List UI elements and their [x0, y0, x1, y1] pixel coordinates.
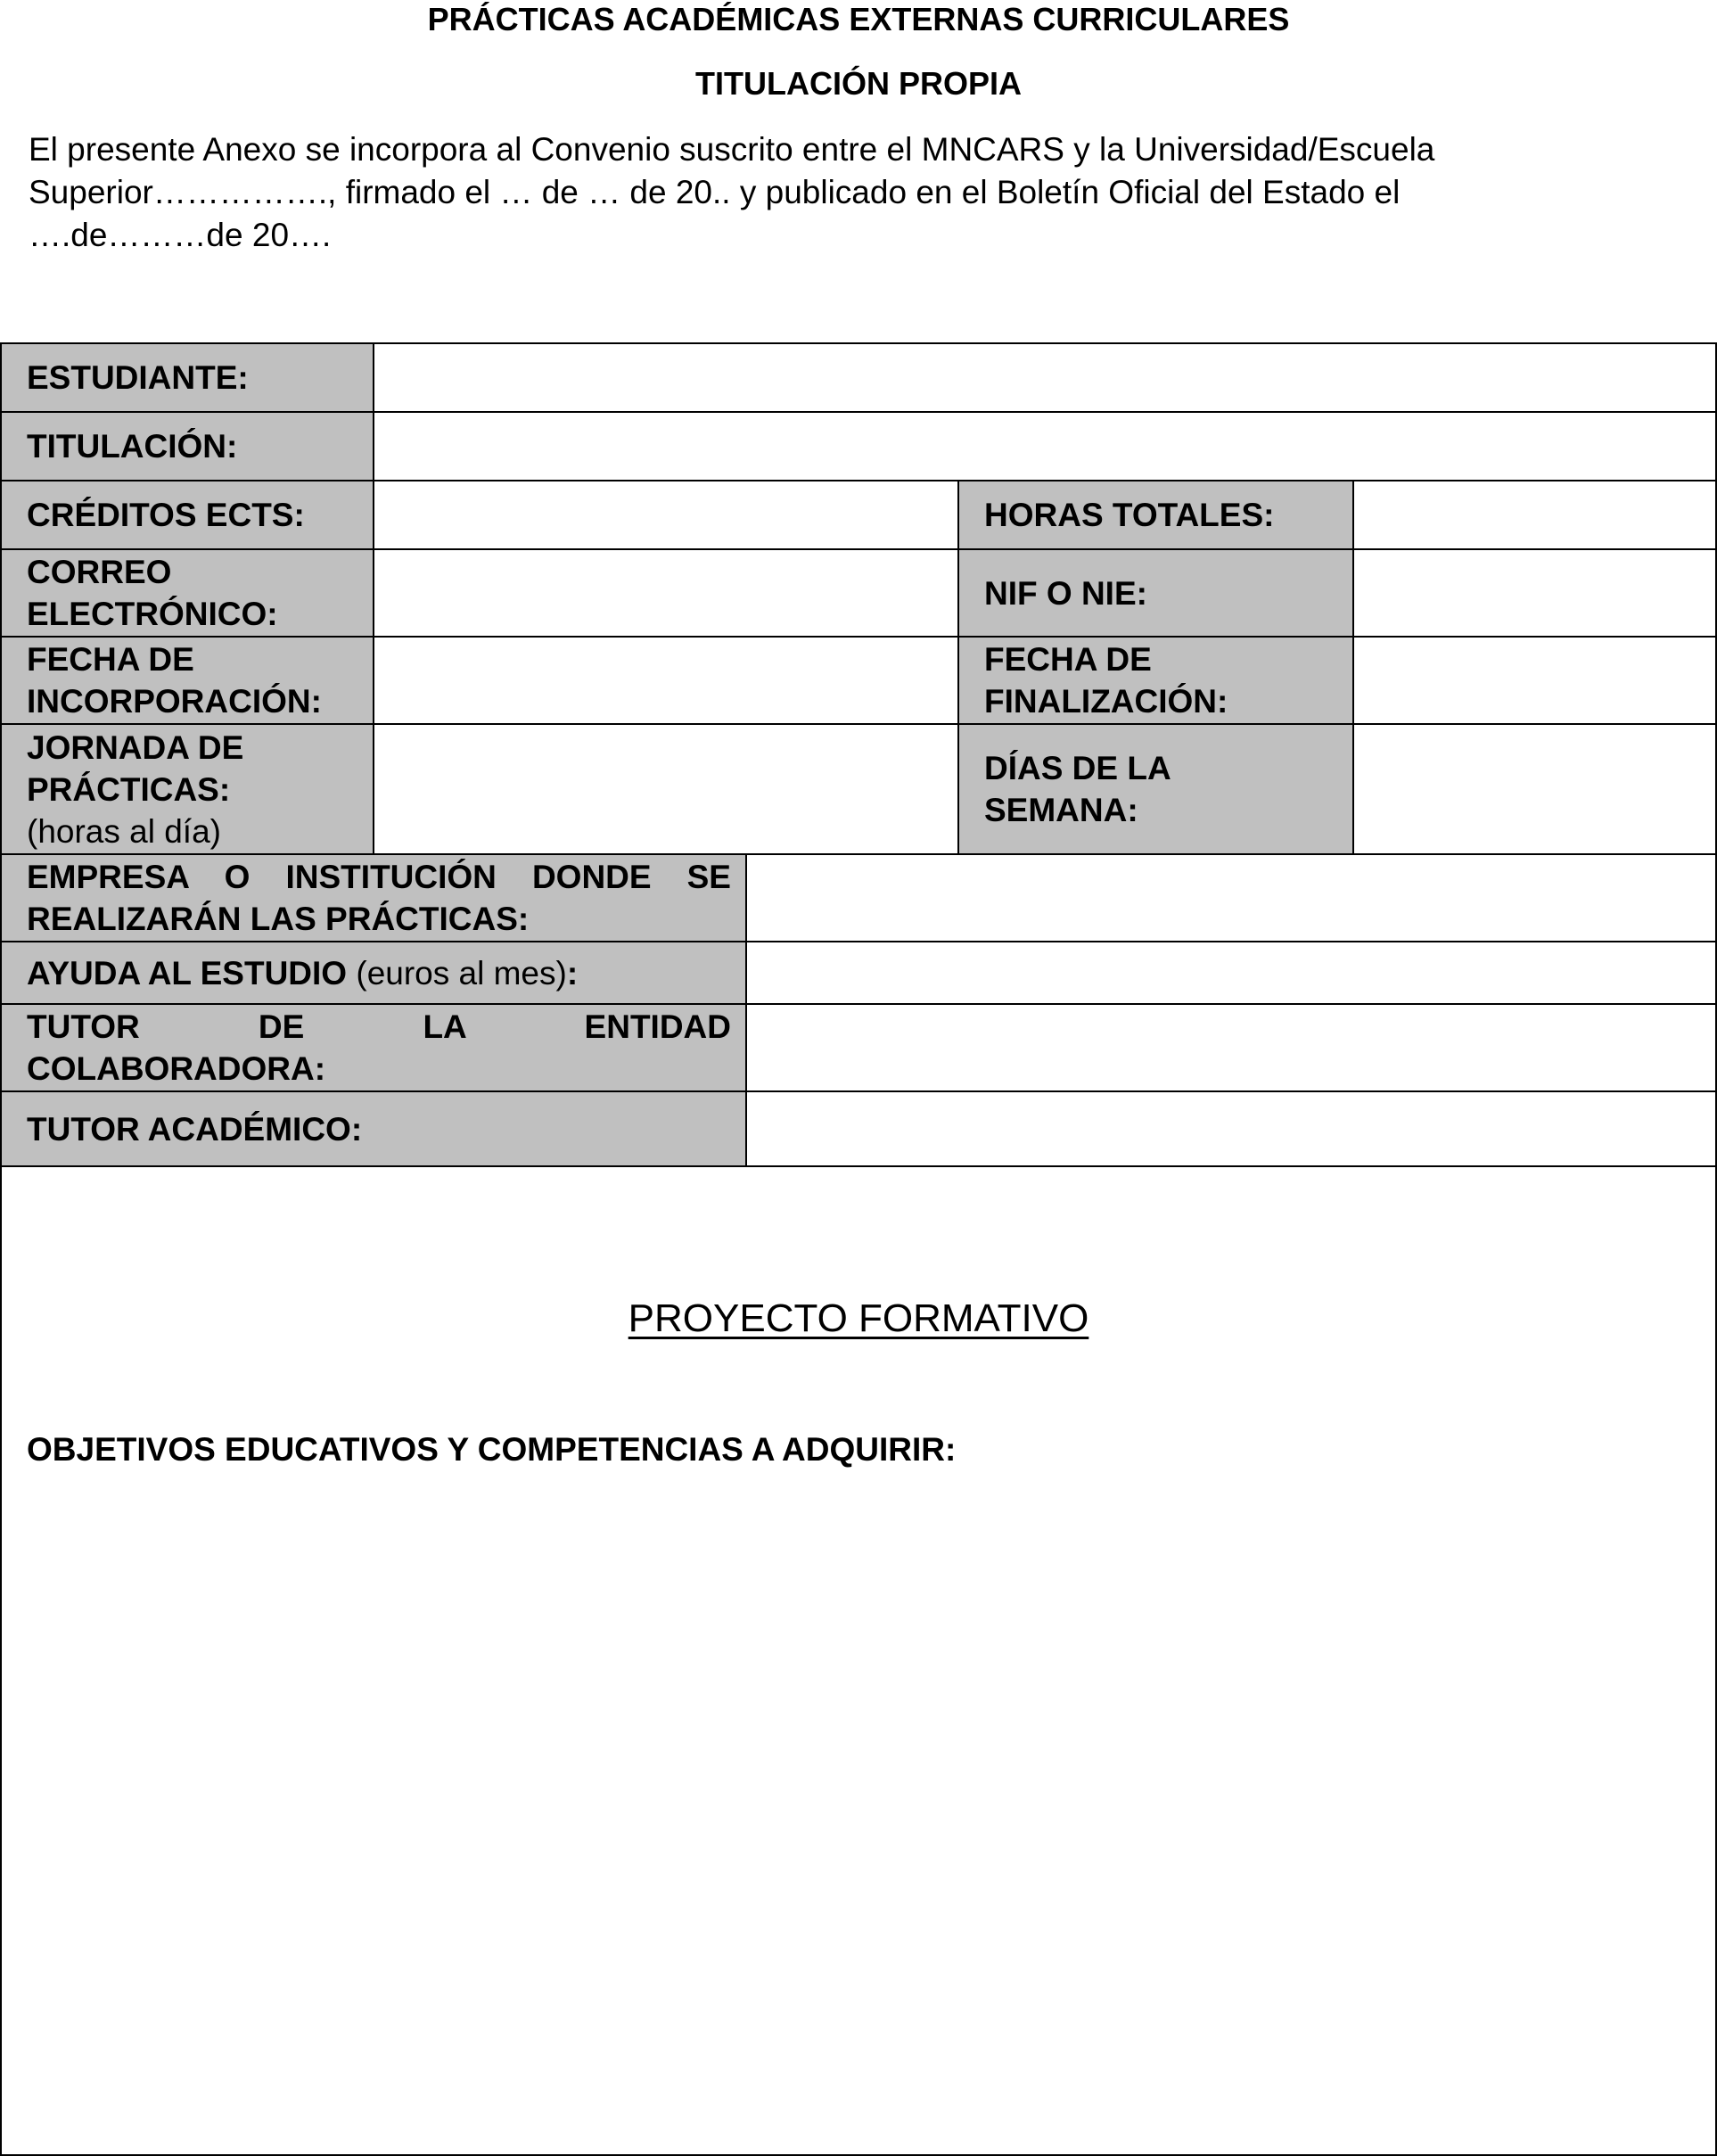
label-ayuda-bold: AYUDA AL ESTUDIO	[27, 954, 348, 992]
label-ayuda-colon: :	[566, 954, 579, 992]
intro-paragraph	[29, 128, 1687, 257]
label-fecha-incorporacion	[0, 636, 373, 723]
label-line: TUTOR DE LA ENTIDAD	[27, 1008, 731, 1045]
proyecto-formativo-title: PROYECTO FORMATIVO	[628, 1296, 1089, 1340]
field-fecha-incorporacion[interactable]	[373, 636, 957, 723]
label-estudiante	[0, 342, 373, 411]
label-titulacion	[0, 411, 373, 480]
field-tutor-entidad[interactable]	[745, 1003, 1717, 1090]
label-line: EMPRESA O INSTITUCIÓN DONDE SE	[27, 859, 731, 895]
field-dias-semana[interactable]	[1352, 723, 1717, 853]
field-tutor-academico[interactable]	[745, 1090, 1717, 1167]
field-horas-totales[interactable]	[1352, 480, 1717, 548]
field-ayuda-estudio[interactable]	[745, 941, 1717, 1003]
label-line: ELECTRÓNICO:	[27, 596, 278, 632]
label-line: FECHA DE	[27, 641, 194, 678]
field-fecha-finalizacion[interactable]	[1352, 636, 1717, 723]
label-tutor-entidad	[0, 1003, 745, 1090]
label-line: COLABORADORA:	[27, 1050, 326, 1087]
label-nif-nie-text: NIF O NIE:	[984, 574, 1147, 612]
label-line: INCORPORACIÓN:	[27, 683, 322, 720]
document-subtitle: TITULACIÓN PROPIA	[695, 65, 1022, 102]
field-empresa-institucion[interactable]	[745, 853, 1717, 941]
label-horas-totales	[957, 480, 1352, 548]
field-creditos-ects[interactable]	[373, 480, 957, 548]
label-correo-electronico	[0, 548, 373, 636]
label-ayuda-estudio-text	[27, 952, 731, 994]
label-fecha-finalizacion	[957, 636, 1352, 723]
label-ayuda-note: (euros al mes)	[356, 954, 567, 992]
label-nif-nie	[957, 548, 1352, 636]
field-nif-nie[interactable]	[1352, 548, 1717, 636]
label-line: PRÁCTICAS:	[27, 770, 231, 808]
label-titulacion-text: TITULACIÓN:	[27, 428, 238, 465]
objetivos-field[interactable]	[27, 1480, 1690, 2140]
field-titulacion[interactable]	[373, 411, 1717, 480]
label-line: FECHA DE	[984, 641, 1152, 678]
label-empresa-institucion	[0, 853, 745, 941]
field-jornada-practicas[interactable]	[373, 723, 957, 853]
label-tutor-academico	[0, 1090, 745, 1167]
label-tutor-academico-text: TUTOR ACADÉMICO:	[27, 1110, 363, 1148]
label-estudiante-text: ESTUDIANTE:	[27, 359, 249, 396]
label-creditos-ects-text: CRÉDITOS ECTS:	[27, 497, 305, 533]
label-creditos-ects	[0, 480, 373, 548]
intro-line: El presente Anexo se incorpora al Convenio suscrito entre el MNCARS y la Universidad/Escuela	[29, 131, 1435, 168]
field-estudiante[interactable]	[373, 342, 1717, 411]
intro-line: Superior……………., firmado el … de … de 20.. y publicado en el Boletín Oficial del Estado el	[29, 174, 1401, 210]
label-line: FINALIZACIÓN:	[984, 683, 1228, 720]
label-jornada-practicas	[0, 723, 373, 853]
intro-line: ….de………de 20….	[29, 217, 332, 253]
label-line-note: (horas al día)	[27, 812, 221, 850]
label-line: SEMANA:	[984, 792, 1138, 828]
label-line: CORREO	[27, 554, 172, 590]
field-correo-electronico[interactable]	[373, 548, 957, 636]
objetivos-label: OBJETIVOS EDUCATIVOS Y COMPETENCIAS A ADQUIRIR:	[27, 1431, 957, 1468]
label-ayuda-estudio	[0, 941, 745, 1003]
label-line: DÍAS DE LA	[984, 750, 1171, 786]
label-dias-semana	[957, 723, 1352, 853]
label-line: JORNADA DE	[27, 728, 244, 766]
document-title: PRÁCTICAS ACADÉMICAS EXTERNAS CURRICULARES	[427, 1, 1290, 37]
label-horas-totales-text: HORAS TOTALES:	[984, 497, 1275, 533]
label-line: REALIZARÁN LAS PRÁCTICAS:	[27, 901, 530, 937]
